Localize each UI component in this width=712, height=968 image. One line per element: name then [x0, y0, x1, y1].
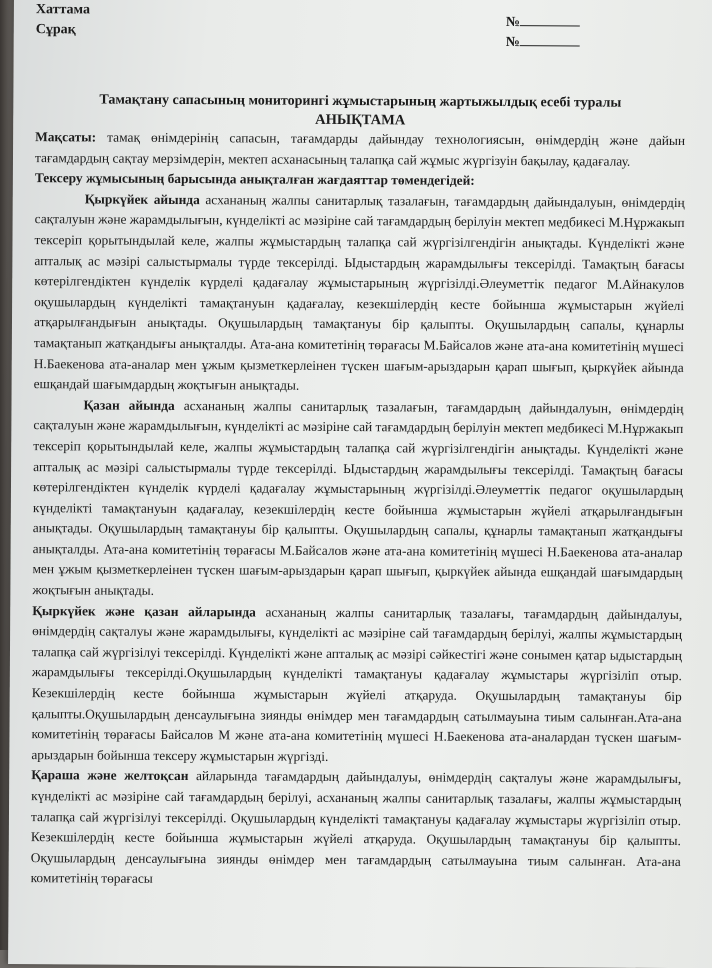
protocol-label: Хаттама	[35, 2, 91, 18]
number-blank	[520, 33, 580, 46]
document-header	[35, 0, 686, 94]
section-october	[32, 395, 683, 605]
number-label: №	[505, 15, 520, 31]
purpose-paragraph	[35, 127, 685, 172]
question-label: Сұрақ	[35, 22, 76, 38]
section-label: Қараша және желтоқсан	[31, 767, 189, 784]
purpose-label: Мақсаты:	[35, 129, 97, 145]
purpose-text: тамақ өнімдерінің сапасын, тағамдарды дайындау технологиясын, өнімдердің және дайын тағамдардың сақтау мерзімдерін, мектеп асханасының талапқа сай жұмыс жүргізуін бақылау, қадағалау.	[34, 129, 686, 169]
section-november-december	[31, 766, 682, 894]
section-text: асхананың жалпы санитарлық тазалағын, тағамдардың дайындалуын, өнімдердің сақталуын және жарамдылығын, күнделікті ас мәзіріне сай тағамдардың берілуін мектеп медбикесі М.Нұржакып тексеріп қорытындылай келе, жалпы жұмыстардың талапқа сай жүргізілгендігін анықтады. Күнделікті және апталық ас мәзірі салыстырмалы түрде тексерілді. Ыдыстардың жарамдылығы тексерілді. Тамақтың бағасы көтерілгендіктен күнделік күрделі қадағалау жұмыстарының жүргізілді.Әлеуметтік педагог оқушылардың күнделікті тамақтануын қадағалау, кезекшілердің кесте бойынша жұмыстарын жүйелі атқарылғандығын анықтады. Оқушылардың тамақтануы бір қалыпты. Оқушылардың сапалы, құнарлы тамақтанып жатқандығы анықталды. Ата-ана комитетінің төрағасы М.Байсалов және ата-ана комитетінің мүшесі Н.Баекенова ата-аналар мен ұжым қызметкерлеінен түскен шағым-арыздарын қарап шығып, қыркүйек айында ешқандай шағымдардың жоқтығын анықтады.	[32, 397, 684, 598]
findings-heading: Тексеру жұмысының барысында анықталған жағдаяттар төмендегідей:	[34, 170, 475, 189]
number-field-1	[506, 13, 580, 33]
document-page	[8, 0, 712, 968]
section-text: асхананың жалпы санитарлық тазалағын, тағамдардың дайындалуын, өнімдердің сақталуын және жарамдылығын, күнделікті ас мәзіріне сай тағамдардың берілуін мектеп медбикесі М.Нұржакып тексеріп қорытындылай келе, жалпы жұмыстардың талапқа сай жүргізілгендігін анықтады. Күнделікті және апталық ас мәзірі салыстырмалы түрде тексерілді. Ыдыстардың жарамдылығы тексерілді. Тамақтың бағасы көтерілгендіктен күнделік күрделі қадағалау жұмыстарының жүргізілді.Әлеуметтік педагог М.Айнакулов оқушылардың күнделікті тамақтануын қадағалау, кезекшілердің кесте бойынша жұмыстарын жүйелі атқарылғандығын анықтады. Оқушылардың тамақтануы бір қалыпты. Оқушылардың сапалы, құнарлы тамақтанып жатқандығы анықталды. Ата-ана комитетінің төрағасы М.Байсалов және ата-ана комитетінің мүшесі Н.Баекенова ата-аналар мен ұжым қызметкерлеінен түскен шағым-арыздарын қарап шығып, қыркүйек айында ешқандай шағымдардың жоқтығын анықтады.	[33, 191, 685, 393]
section-text: асхананың жалпы санитарлық тазалағы, тағамдардың дайындалуы, өнімдердің сақталуы және жарамдылығы, күнделікті ас мәзіріне сай тағамдардың берілуі, жалпы жұмыстардың талапқа сай жүргізілуі тексерілді. Күнделікті және апталық ас мәзірі сәйкестігі және сонымен қатар ыдыстардың жарамдылығы тексерілді.Оқушылардың күнделікті тамақтануы қадағалау жұмыстары жүргізіліп отыр. Кезекшілердің кесте бойынша жұмыстарын жүйелі атқаруда. Оқушылардың тамақтануы бір қалыпты.Оқушылардың денсаулығына зиянды өнімдер мен тағамдардың сатылмауына тиым салынған.Ата-ана комитетінің төрағасы Байсалов М және ата-ана комитетінің мүшесі Н.Баекенова ата-аналардан түскен шағым-арыздарын бойынша тексеру жұмыстарын жүргізді.	[31, 604, 683, 764]
document-body	[31, 0, 686, 893]
number-label: №	[505, 35, 520, 51]
header-right	[506, 13, 580, 53]
section-label: Қазан айында	[83, 397, 175, 413]
header-left	[36, 0, 90, 40]
document-title: Тамақтану сапасының мониторингі жұмыстарының жартыжылдық есебі туралы	[99, 92, 622, 111]
section-label: Қыркүйек және қазан айларында	[32, 602, 256, 620]
number-field-2	[506, 33, 580, 53]
section-label: Қыркүйек айында	[84, 191, 200, 207]
section-text: айларында тағамдардың дайындалуы, өнімдердің сақталуы және жарамдылығы, күнделікті ас мәзіріне сай тағамдардың берілуі, асхананың жалпы санитарлық тазалағы, жалпы жұмыстардың талапқа сай жүргізілуі тексерілді. Оқушылардың күнделікті тамақтануы қадағалау жұмыстары жүргізіліп отыр. Кезекшілердің кесте бойынша жұмыстарын жүйелі атқаруда. Оқушылардың тамақтануы бір қалыпты. Оқушылардың денсаулығына зиянды өнімдер мен тағамдардың сатылмауына тиым салынған. Ата-ана комитетінің төрағасы	[30, 768, 682, 887]
document-type-title: АНЫҚТАМА	[315, 111, 406, 129]
section-september	[34, 189, 685, 399]
section-september-october	[31, 601, 682, 770]
number-blank	[520, 13, 580, 26]
